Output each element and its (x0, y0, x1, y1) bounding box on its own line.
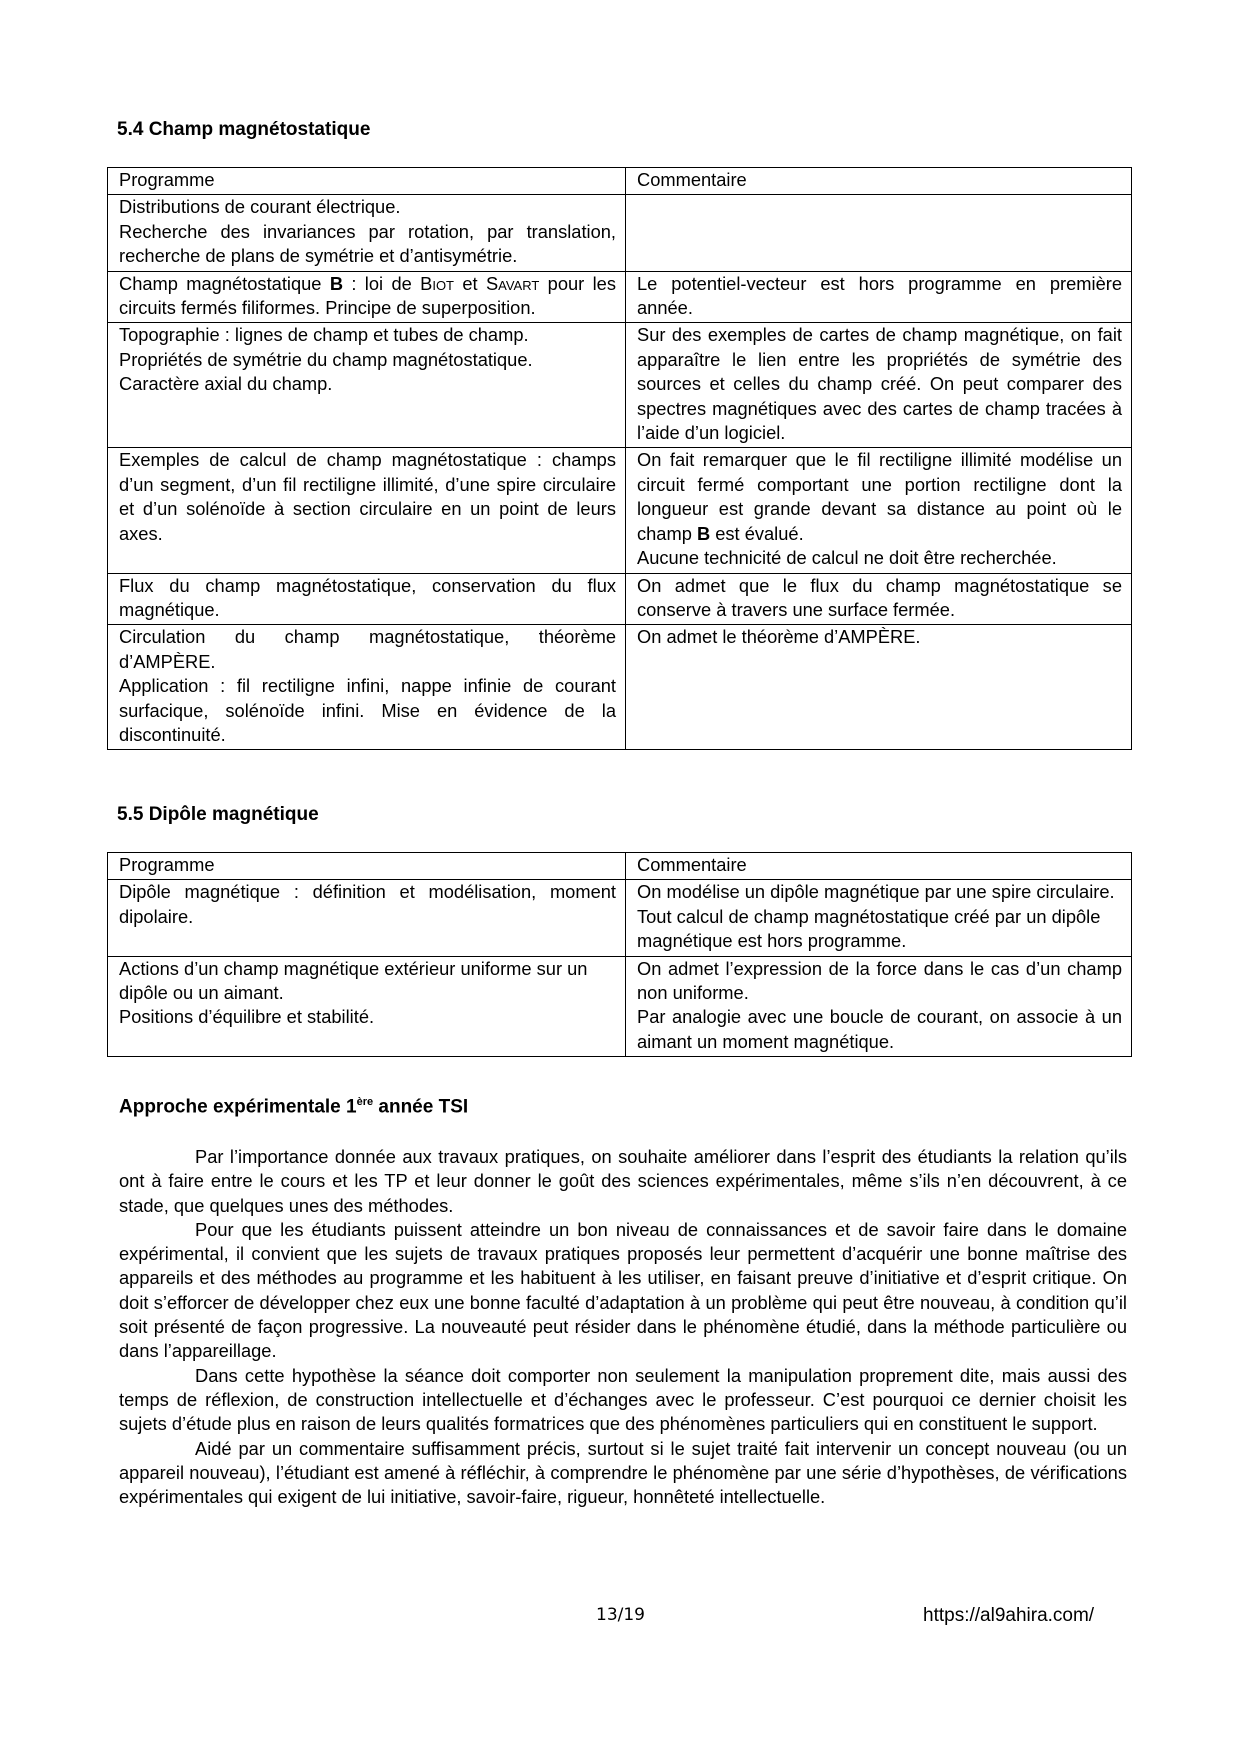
commentaire-cell (626, 195, 1132, 271)
cell-text: : loi de (343, 272, 421, 294)
vector-b: B (329, 272, 344, 294)
cell-text: Propriétés de symétrie du champ magnétostatique. (119, 348, 533, 370)
column-header-commentaire: Commentaire (626, 853, 1132, 880)
programme-cell (108, 956, 626, 1057)
approche-body (119, 1145, 1127, 1509)
table-row (108, 323, 1132, 448)
table-row (108, 880, 1132, 956)
column-header-programme: Programme (108, 168, 626, 195)
cell-text: Dipôle magnétique : définition et modélisation, moment dipolaire. (119, 881, 616, 927)
cell-text: Topographie : lignes de champ et tubes de champ. (119, 324, 529, 346)
table-row (108, 956, 1132, 1057)
cell-text: Caractère axial du champ. (119, 373, 333, 395)
cell-text: Recherche des invariances par rotation, par translation, recherche de plans de symétrie et d’antisymétrie. (119, 220, 616, 267)
column-header-commentaire: Commentaire (626, 168, 1132, 195)
cell-text: Le potentiel-vecteur est hors programme en première année. (637, 272, 1122, 319)
programme-cell (108, 271, 626, 323)
table-header-row (108, 168, 1132, 195)
cell-text: Circulation du champ magnétostatique, théorème d’AMPÈRE. (119, 626, 616, 672)
column-header-programme: Programme (108, 853, 626, 880)
programme-cell (108, 323, 626, 448)
cell-text: Application : fil rectiligne infini, nappe infinie de courant surfacique, solénoïde infini. Mise en évidence de la discontinuité. (119, 675, 616, 745)
name-savart: Savart (485, 272, 540, 294)
cell-text: est évalué. (710, 522, 804, 544)
cell-text: et (454, 272, 486, 294)
table-row (108, 573, 1132, 625)
programme-cell (108, 448, 626, 573)
cell-text: Par analogie avec une boucle de courant, on associe à un aimant un moment magnétique. (637, 1006, 1122, 1052)
commentaire-cell (626, 323, 1132, 448)
cell-text: On admet le théorème d’AMPÈRE. (637, 626, 921, 648)
programme-cell (108, 195, 626, 271)
vector-b: B (696, 522, 711, 544)
cell-text: Distributions de courant électrique. (119, 196, 401, 218)
table-row (108, 271, 1132, 323)
footer-url[interactable]: https://al9ahira.com/ (923, 1605, 1095, 1626)
cell-text: Aucune technicité de calcul ne doit être recherchée. (637, 547, 1057, 569)
cell-text: Positions d’équilibre et stabilité. (119, 1006, 375, 1028)
table-row (108, 625, 1132, 750)
cell-text: On modélise un dipôle magnétique par une spire circulaire. (637, 881, 1115, 903)
table-champ-magnetostatique (107, 167, 1132, 750)
paragraph: Aidé par un commentaire suffisamment précis, surtout si le sujet traité fait intervenir un concept nouveau (ou un appareil nouveau), l’étudiant est amené à réfléchir, à comprendre le phénomène par une série d’hypothèses, de vérifications expérimentales qui exigent de lui initiative, savoir-faire, rigueur, honnêteté intellectuelle. (119, 1437, 1127, 1508)
cell-text: On fait remarquer que le fil rectiligne illimité modélise un circuit fermé comportant une portion rectiligne dont la longueur est grande devant sa distance au point où le champ (637, 449, 1122, 544)
commentaire-cell (626, 448, 1132, 573)
programme-cell (108, 625, 626, 750)
cell-text: Flux du champ magnétostatique, conservation du flux magnétique. (119, 574, 616, 620)
approche-title (119, 1096, 468, 1118)
cell-text: On admet que le flux du champ magnétostatique se conserve à travers une surface fermée. (637, 574, 1122, 620)
commentaire-cell (626, 625, 1132, 750)
cell-text: Tout calcul de champ magnétostatique créé par un dipôle magnétique est hors programme. (637, 905, 1101, 952)
paragraph: Pour que les étudiants puissent atteindre un bon niveau de connaissances et de savoir faire dans le domaine expérimental, il convient que les sujets de travaux pratiques proposés leur permettent d’acquérir une bonne maîtrise des appareils et des méthodes au programme et les habituent à les utiliser, en faisant preuve d’initiative et d’esprit critique. On doit s’efforcer de développer chez eux une bonne faculté d’adaptation à un problème qui peut être nouveau, à condition qu’il soit présenté de façon progressive. La nouveauté peut résider dans le phénomène étudié, dans la méthode particulière ou dans l’appareillage. (119, 1218, 1127, 1362)
commentaire-cell (626, 956, 1132, 1057)
commentaire-cell (626, 271, 1132, 323)
table-header-row (108, 853, 1132, 880)
programme-cell (108, 880, 626, 956)
cell-text: Actions d’un champ magnétique extérieur uniforme sur un dipôle ou un aimant. (119, 957, 588, 1004)
cell-text: pour les circuits fermés filiformes. Principe de superposition. (119, 272, 616, 319)
table-row (108, 195, 1132, 271)
approche-title-text: Approche expérimentale 1 (119, 1096, 357, 1118)
commentaire-cell (626, 573, 1132, 625)
section-5-4-title: 5.4 Champ magnétostatique (117, 119, 371, 140)
section-5-5-title: 5.5 Dipôle magnétique (117, 804, 319, 825)
commentaire-cell (626, 880, 1132, 956)
cell-text: Sur des exemples de cartes de champ magnétique, on fait apparaître le lien entre les propriétés de symétrie des sources et celles du champ créé. On peut comparer des spectres magnétiques avec des cartes de champ tracées à l’aide d’un logiciel. (637, 324, 1122, 444)
paragraph: Par l’importance donnée aux travaux pratiques, on souhaite améliorer dans l’esprit des étudiants la relation qu’ils ont à faire entre le cours et les TP et leur donner le goût des sciences expérimentales, même s’ils n’en découvrent, à ce stade, que quelques unes des méthodes. (119, 1146, 1127, 1216)
page-number: 13/19 (596, 1605, 645, 1625)
cell-text: Champ magnétostatique (119, 272, 330, 294)
table-row (108, 448, 1132, 573)
approche-title-text: année TSI (373, 1096, 469, 1118)
approche-title-sup: ère (356, 1096, 374, 1108)
paragraph: Dans cette hypothèse la séance doit comporter non seulement la manipulation proprement dite, mais aussi des temps de réflexion, de construction intellectuelle et d’échanges avec le professeur. C’est pourquoi ce dernier choisit les sujets d’étude plus en raison de leurs qualités formatrices que des phénomènes particuliers qui en constituent le support. (119, 1364, 1127, 1435)
name-biot: Biot (420, 272, 454, 294)
cell-text: Exemples de calcul de champ magnétostatique : champs d’un segment, d’un fil rectiligne illimité, d’une spire circulaire et d’un solénoïde à section circulaire en un point de leurs axes. (119, 449, 616, 544)
table-dipole-magnetique (107, 852, 1132, 1057)
cell-text: On admet l’expression de la force dans le cas d’un champ non uniforme. (637, 957, 1122, 1004)
programme-cell (108, 573, 626, 625)
